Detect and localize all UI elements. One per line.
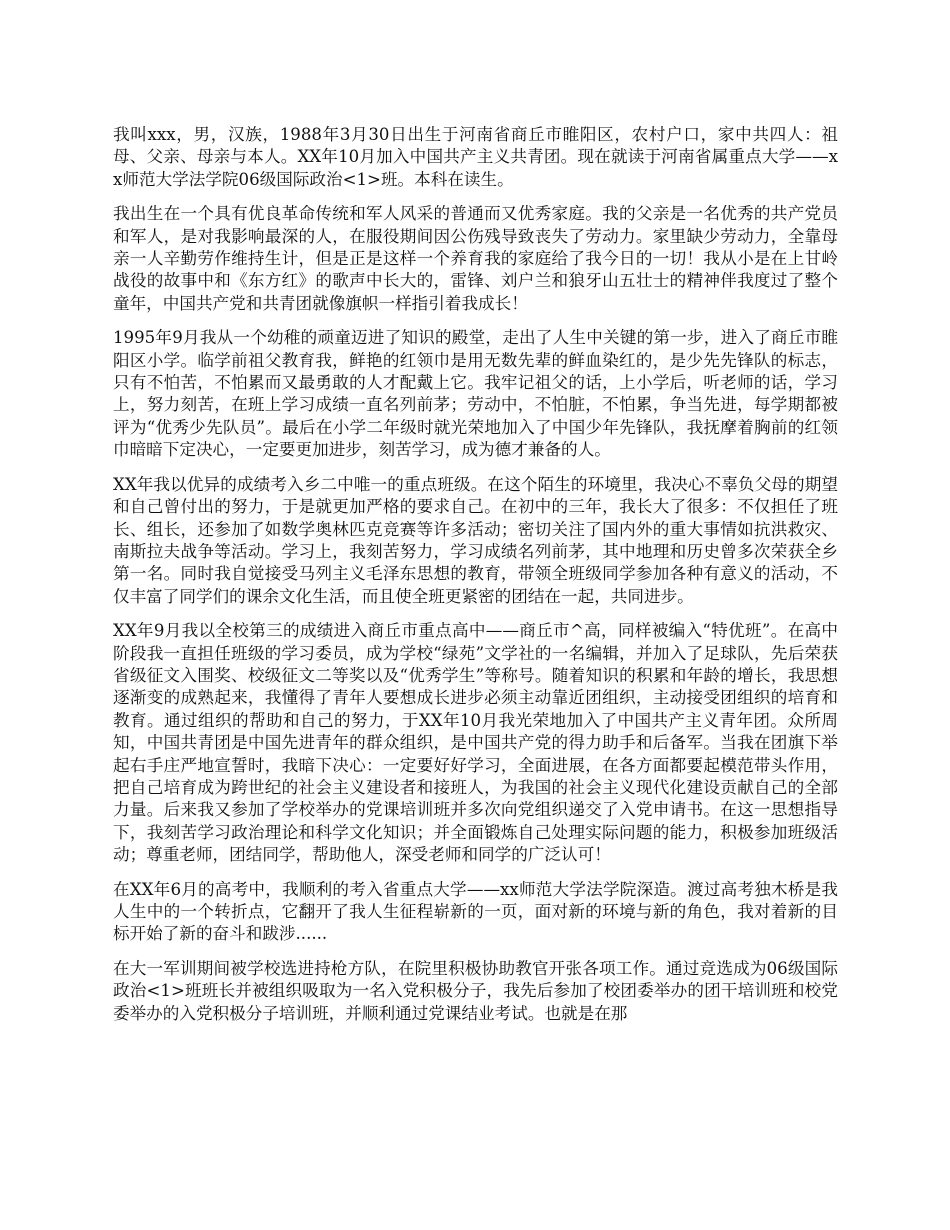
paragraph-college-entrance: 在XX年6月的高考中，我顺利的考入省重点大学——xx师范大学法学院深造。渡过高考独木桥是我人生中的一个转折点，它翻开了我人生征程崭新的一页，面对新的环境与新的角色，我对着新的目标开始了新的奋斗和跋涉......	[113, 879, 838, 944]
paragraph-primary-school: 1995年9月我从一个幼稚的顽童迈进了知识的殿堂，走出了人生中关键的第一步，进入了商丘市睢阳区小学。临学前祖父教育我，鲜艳的红领巾是用无数先辈的鲜血染红的，是少先先锋队的标志，只有不怕苦，不怕累而又最勇敢的人才配戴上它。我牢记祖父的话，上小学后，听老师的话，学习上，努力刻苦，在班上学习成绩一直名列前茅；劳动中，不怕脏，不怕累，争当先进，每学期都被评为“优秀少先队员”。最后在小学二年级时就光荣地加入了中国少年先锋队，我抚摩着胸前的红领巾暗暗下定决心，一定要更加进步，刻苦学习，成为德才兼备的人。	[113, 328, 838, 460]
paragraph-university: 在大一军训期间被学校选进持枪方队，在院里积极协助教官开张各项工作。通过竞选成为06级国际政治<1>班班长并被组织吸取为一名入党积极分子，我先后参加了校团委举办的团干培训班和校党委举办的入党积极分子培训班，并顺利通过党课结业考试。也就是在那	[113, 958, 838, 1023]
paragraph-personal-info: 我叫xxx，男，汉族，1988年3月30日出生于河南省商丘市睢阳区，农村户口，家中共四人：祖母、父亲、母亲与本人。XX年10月加入中国共产主义共青团。现在就读于河南省属重点大学——xx师范大学法学院06级国际政治<1>班。本科在读生。	[113, 125, 838, 189]
document-page	[113, 124, 838, 1037]
paragraph-family-background: 我出生在一个具有优良革命传统和军人风采的普通而又优秀家庭。我的父亲是一名优秀的共产党员和军人，是对我影响最深的人，在服役期间因公伤残导致丧失了劳动力。家里缺少劳动力，全靠母亲一人辛勤劳作维持生计，但是正是这样一个养育我的家庭给了我今日的一切！我从小是在上甘岭战役的故事中和《东方红》的歌声中长大的，雷锋、刘户兰和狼牙山五壮士的精神伴我度过了整个童年，中国共产党和共青团就像旗帜一样指引着我成长！	[113, 204, 838, 313]
paragraph-high-school: XX年9月我以全校第三的成绩进入商丘市重点高中——商丘市^高，同样被编入“特优班”。在高中阶段我一直担任班级的学习委员，成为学校“绿苑”文学社的一名编辑，并加入了足球队，先后荣获省级征文入围奖、校级征文二等奖以及“优秀学生”等称号。随着知识的积累和年龄的增长，我思想逐渐变的成熟起来，我懂得了青年人要想成长进步必须主动靠近团组织，主动接受团组织的培育和教育。通过组织的帮助和自己的努力，于XX年10月我光荣地加入了中国共产主义青年团。众所周知，中国共青团是中国先进青年的群众组织，是中国共产党的得力助手和后备军。当我在团旗下举起右手庄严地宣誓时，我暗下决心：一定要好好学习，全面进展，在各方面都要起模范带头作用，把自己培育成为跨世纪的社会主义建设者和接班人，为我国的社会主义现代化建设贡献自己的全部力量。后来我又参加了学校举办的党课培训班并多次向党组织递交了入党申请书。在这一思想指导下，我刻苦学习政治理论和科学文化知识；并全面锻炼自己处理实际问题的能力，积极参加班级活动；尊重老师，团结同学，帮助他人，深受老师和同学的广泛认可！	[113, 621, 838, 865]
paragraph-middle-school: XX年我以优异的成绩考入乡二中唯一的重点班级。在这个陌生的环境里，我决心不辜负父母的期望和自己曾付出的努力，于是就更加严格的要求自己。在初中的三年，我长大了很多：不仅担任了班长、组长，还参加了如数学奥林匹克竞赛等许多活动；密切关注了国内外的重大事情如抗洪救灾、南斯拉夫战争等活动。学习上，我刻苦努力，学习成绩名列前茅，其中地理和历史曾多次荣获全乡第一名。同时我自觉接受马列主义毛泽东思想的教育，带领全班级同学参加各种有意义的活动，不仅丰富了同学们的课余文化生活，而且使全班更紧密的团结在一起，共同进步。	[113, 474, 838, 606]
